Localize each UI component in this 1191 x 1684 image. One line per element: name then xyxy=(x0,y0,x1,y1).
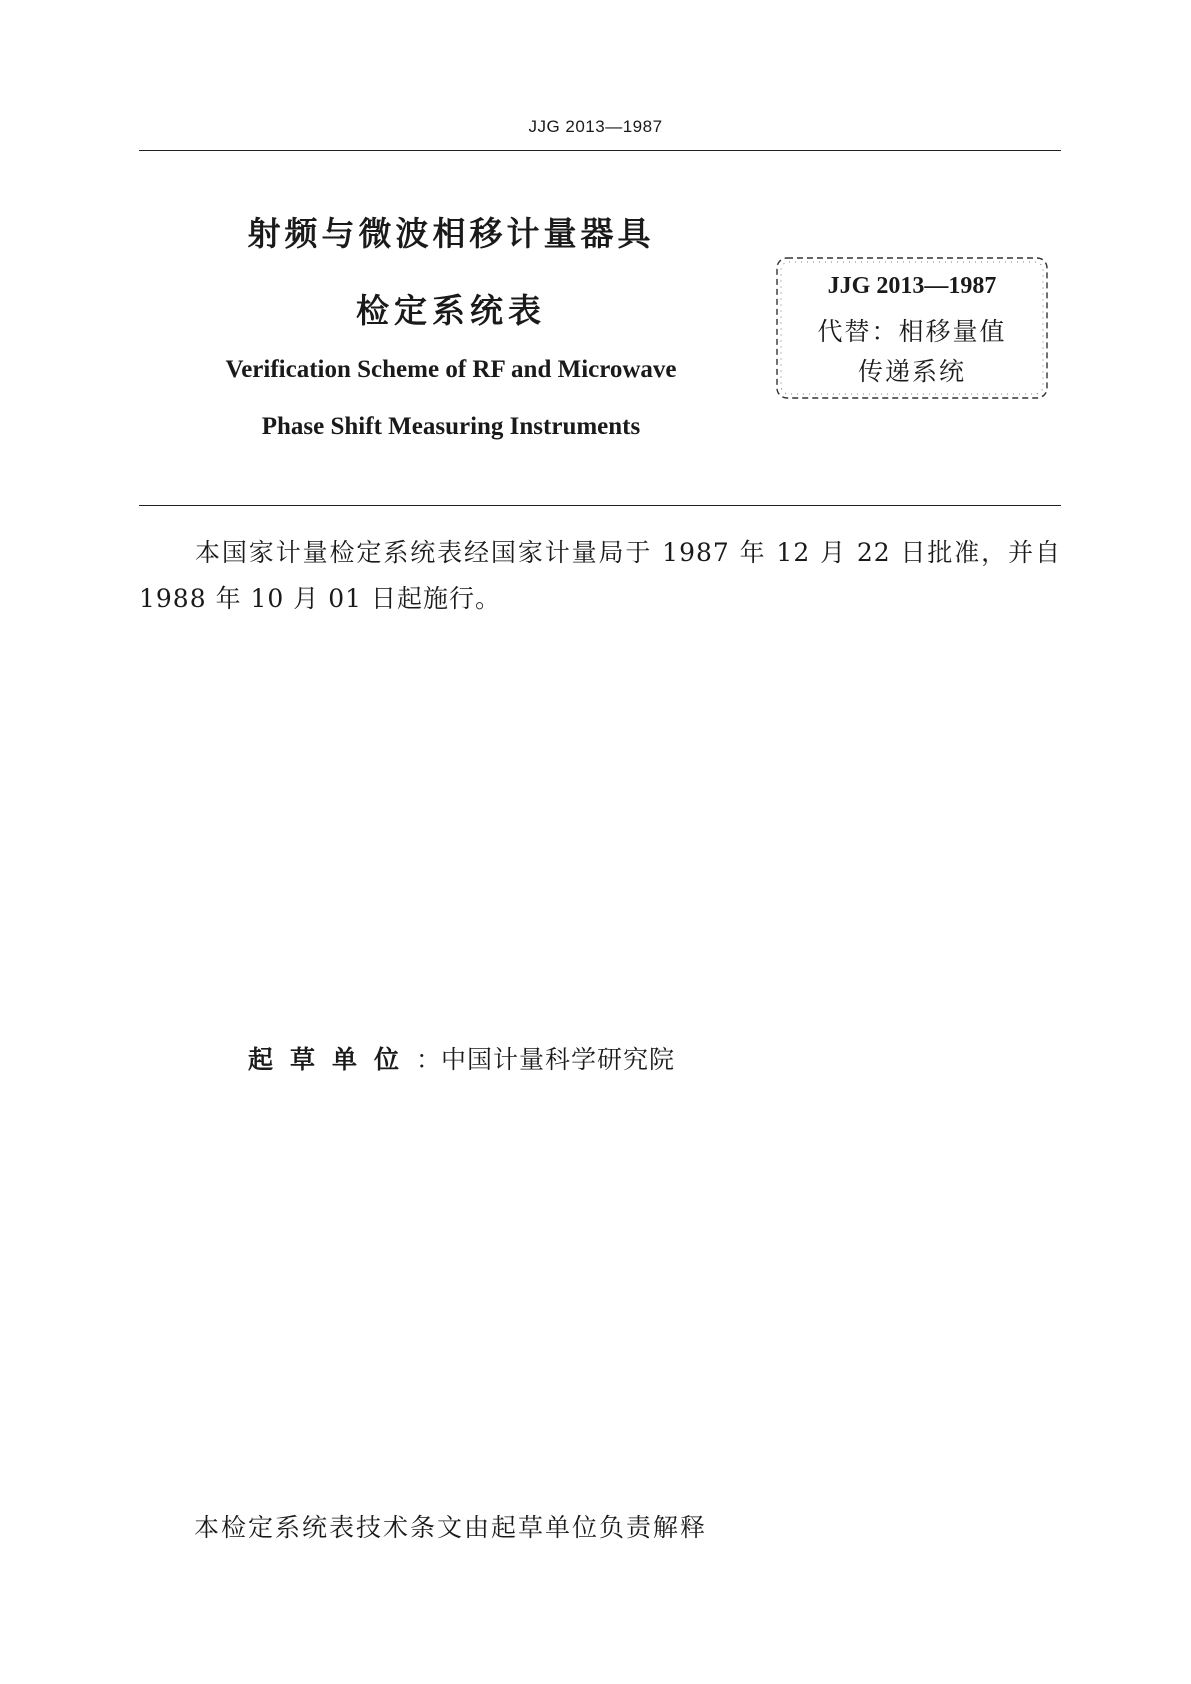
title-english-line-1: Verification Scheme of RF and Microwave xyxy=(225,356,677,383)
title-rule xyxy=(139,505,1061,506)
box-standard-code: JJG 2013—1987 xyxy=(827,273,997,299)
drafting-unit xyxy=(248,1040,675,1076)
interpretation-note: 本检定系统表技术条文由起草单位负责解释 xyxy=(194,1513,708,1542)
title-chinese-line-1: 射频与微波相移计量器具 xyxy=(247,214,655,253)
running-header: JJG 2013—1987 xyxy=(528,117,663,136)
approval-statement: 本国家计量检定系统表经国家计量局于 1987 年 12 月 22 日批准，并自 1988 年 10 月 01 日起施行。 xyxy=(139,538,1061,613)
drafting-unit-separator: ： xyxy=(416,1045,442,1074)
title-chinese-line-2: 检定系统表 xyxy=(356,291,546,330)
box-replaces-line-1: 代替：相移量值 xyxy=(817,317,1007,346)
header-rule xyxy=(139,150,1061,151)
standard-code-box xyxy=(774,255,1050,401)
drafting-unit-label: 起草单位 xyxy=(248,1045,417,1074)
drafting-unit-value: 中国计量科学研究院 xyxy=(441,1045,676,1074)
title-english-line-2: Phase Shift Measuring Instruments xyxy=(261,413,641,440)
box-replaces-line-2: 传递系统 xyxy=(857,357,966,386)
